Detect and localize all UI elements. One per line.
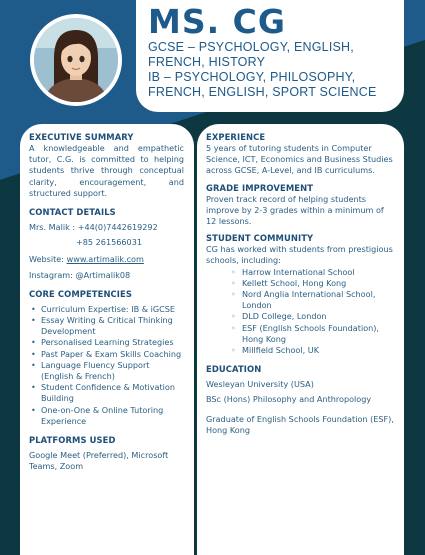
contact-phone-primary: +44(0)7442619292 (77, 222, 158, 233)
contact-website-row (29, 254, 184, 265)
education-degree: BSc (Hons) Philosophy and Anthropology (206, 394, 372, 405)
title-card (136, 0, 404, 112)
list-item: ◦ Nord Anglia International School, London (232, 289, 396, 311)
experience-heading: EXPERIENCE (206, 132, 266, 142)
right-column-card (197, 124, 404, 555)
left-column-card (20, 124, 194, 555)
avatar-portrait-icon (34, 18, 118, 102)
experience-text: 5 years of tutoring students in Computer Science, ICT, Economics and Business Studies across GCSE, A-Level, and IB curriculums. (206, 143, 393, 176)
list-item: • Past Paper & Exam Skills Coaching (29, 349, 184, 360)
list-item: ◦ ESF (English Schools Foundation), Hong Kong (232, 323, 396, 345)
list-item: • Curriculum Expertise: IB & iGCSE (29, 304, 184, 315)
schools-list (206, 267, 396, 357)
platforms-heading: PLATFORMS USED (29, 435, 116, 446)
contact-heading: CONTACT DETAILS (29, 207, 116, 218)
list-item: ◦ Harrow International School (232, 267, 396, 278)
education-heading: EDUCATION (206, 364, 262, 375)
avatar-illustration (34, 18, 118, 102)
list-item: • Language Fluency Support (English & French) (29, 360, 184, 382)
grade-improvement-heading: GRADE IMPROVEMENT (206, 182, 314, 193)
subjects-gcse: GCSE – PSYCHOLOGY, ENGLISH, FRENCH, HISTORY (148, 40, 354, 69)
contact-website-label: Website: (29, 254, 67, 265)
contact-phone-label: Mrs. Malik : (29, 222, 78, 233)
education-school: Graduate of English Schools Foundation (ESF), Hong Kong (206, 413, 394, 435)
tutor-name: MS. CG (148, 2, 286, 41)
education-university: Wesleyan University (USA) (206, 379, 314, 390)
list-item: • One-on-One & Online Tutoring Experience (29, 405, 184, 427)
executive-summary-heading: EXECUTIVE SUMMARY (29, 132, 134, 142)
contact-phone-row (29, 222, 184, 233)
student-community-text: CG has worked with students from prestigious schools, including: (206, 244, 393, 266)
executive-summary-text: A knowledgeable and empathetic tutor, C.G. is committed to helping students thrive through conceptual clarity, encouragement, and structured support. (29, 143, 184, 198)
website-link[interactable]: www.artimalik.com (66, 254, 144, 265)
list-item: ◦ DLD College, London (232, 311, 396, 322)
contact-phone-secondary: +85 261566031 (76, 237, 142, 248)
grade-improvement-text: Proven track record of helping students improve by 2-3 grades within a minimum of 12 lessons. (206, 193, 384, 227)
list-item: ◦ Millfield School, UK (232, 345, 396, 356)
student-community-heading: STUDENT COMMUNITY (206, 233, 314, 244)
list-item: • Student Confidence & Motivation Building (29, 382, 184, 404)
subjects-ib: IB – PSYCHOLOGY, PHILOSOPHY, FRENCH, ENGLISH, SPORT SCIENCE (148, 70, 377, 99)
core-competencies-heading: CORE COMPETENCIES (29, 288, 132, 299)
list-item: • Personalised Learning Strategies (29, 337, 184, 348)
competencies-list (29, 304, 184, 427)
contact-instagram: Instagram: @Artimalik08 (29, 269, 131, 280)
platforms-text: Google Meet (Preferred), Microsoft Teams, Zoom (29, 450, 169, 472)
avatar (30, 14, 122, 106)
list-item: • Essay Writing & Critical Thinking Development (29, 315, 184, 337)
list-item: ◦ Kellett School, Hong Kong (232, 278, 396, 289)
